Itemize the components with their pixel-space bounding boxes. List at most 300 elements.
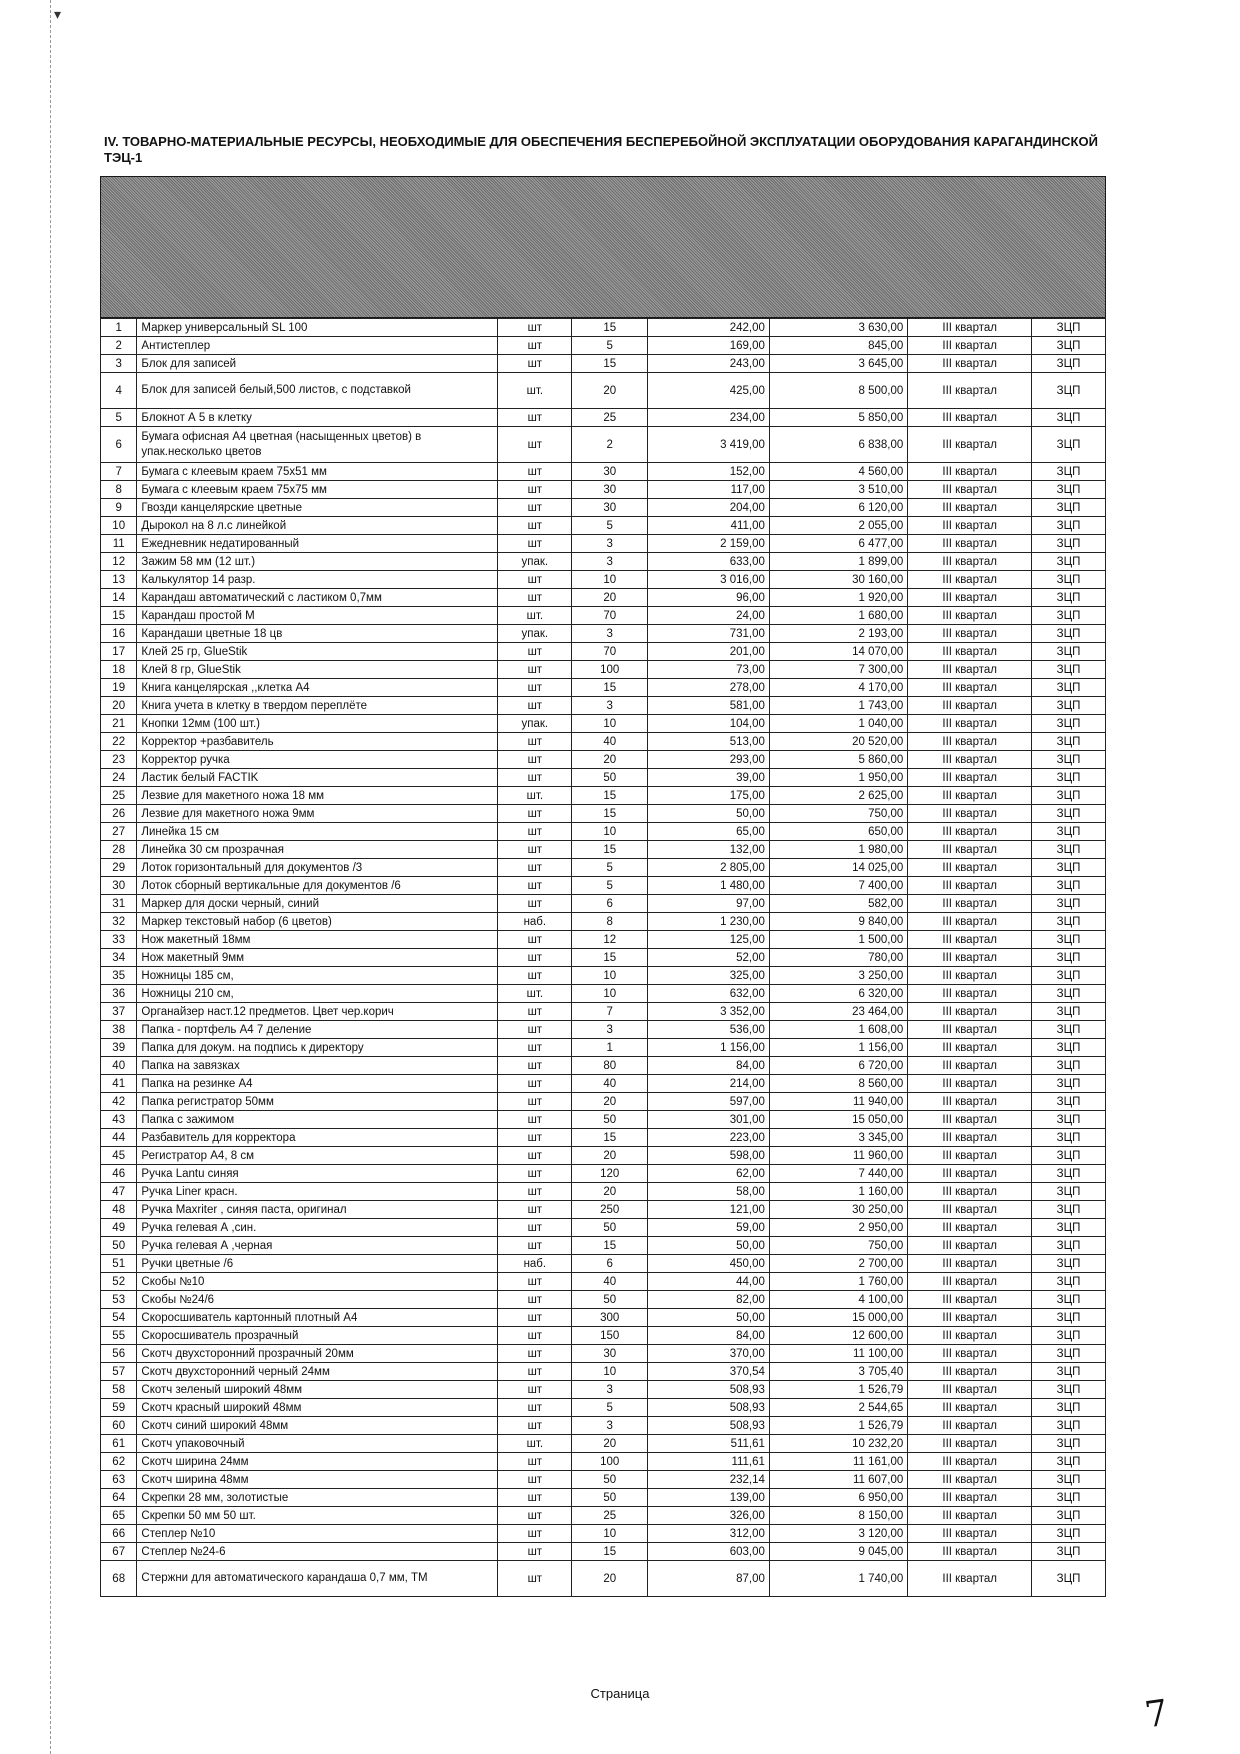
row-number-cell: 31 [101,895,137,913]
unit-cell: шт [498,679,572,697]
quantity-cell: 5 [572,517,648,535]
period-cell: III квартал [908,1363,1032,1381]
row-number-cell: 18 [101,661,137,679]
total-sum-cell: 650,00 [769,823,907,841]
total-sum-cell: 8 500,00 [769,373,907,409]
row-number-cell: 41 [101,1075,137,1093]
unit-cell: шт [498,337,572,355]
table-row [101,1381,1106,1399]
table-row [101,931,1106,949]
unit-price-cell: 1 230,00 [648,913,770,931]
table-row [101,535,1106,553]
row-number-cell: 25 [101,787,137,805]
code-cell: ЗЦП [1032,1003,1106,1021]
quantity-cell: 6 [572,895,648,913]
row-number-cell: 38 [101,1021,137,1039]
total-sum-cell: 1 526,79 [769,1417,907,1435]
unit-price-cell: 50,00 [648,1309,770,1327]
total-sum-cell: 11 607,00 [769,1471,907,1489]
period-cell: III квартал [908,589,1032,607]
item-name-cell: Скоросшиватель картонный плотный А4 [137,1309,498,1327]
unit-price-cell: 301,00 [648,1111,770,1129]
row-number-cell: 17 [101,643,137,661]
unit-cell: шт [498,481,572,499]
total-sum-cell: 1 743,00 [769,697,907,715]
total-sum-cell: 11 100,00 [769,1345,907,1363]
unit-cell: шт [498,1057,572,1075]
period-cell: III квартал [908,985,1032,1003]
unit-price-cell: 58,00 [648,1183,770,1201]
table-row [101,1129,1106,1147]
unit-cell: упак. [498,553,572,571]
code-cell: ЗЦП [1032,1021,1106,1039]
unit-cell: шт [498,535,572,553]
total-sum-cell: 750,00 [769,805,907,823]
unit-price-cell: 96,00 [648,589,770,607]
row-number-cell: 53 [101,1291,137,1309]
resources-table-container [100,176,1106,1597]
unit-cell: шт [498,1003,572,1021]
unit-cell: наб. [498,1255,572,1273]
period-cell: III квартал [908,1237,1032,1255]
period-cell: III квартал [908,1327,1032,1345]
period-cell: III квартал [908,1543,1032,1561]
unit-price-cell: 39,00 [648,769,770,787]
unit-cell: шт [498,1525,572,1543]
period-cell: III квартал [908,499,1032,517]
unit-cell: шт [498,1363,572,1381]
unit-cell: шт [498,1381,572,1399]
row-number-cell: 15 [101,607,137,625]
table-row [101,1237,1106,1255]
code-cell: ЗЦП [1032,1075,1106,1093]
quantity-cell: 20 [572,1147,648,1165]
item-name-cell: Ручка гелевая А ,син. [137,1219,498,1237]
unit-price-cell: 370,00 [648,1345,770,1363]
item-name-cell: Антистеплер [137,337,498,355]
row-number-cell: 5 [101,409,137,427]
quantity-cell: 12 [572,931,648,949]
code-cell: ЗЦП [1032,751,1106,769]
table-row [101,463,1106,481]
item-name-cell: Ежедневник недатированный [137,535,498,553]
quantity-cell: 10 [572,985,648,1003]
item-name-cell: Скотч двухсторонний прозрачный 20мм [137,1345,498,1363]
unit-cell: шт [498,1093,572,1111]
period-cell: III квартал [908,1309,1032,1327]
period-cell: III квартал [908,1111,1032,1129]
quantity-cell: 5 [572,859,648,877]
quantity-cell: 15 [572,355,648,373]
quantity-cell: 250 [572,1201,648,1219]
unit-cell: шт [498,733,572,751]
period-cell: III квартал [908,1561,1032,1597]
quantity-cell: 20 [572,1093,648,1111]
item-name-cell: Зажим 58 мм (12 шт.) [137,553,498,571]
item-name-cell: Блокнот А 5 в клетку [137,409,498,427]
item-name-cell: Ручка Lantu синяя [137,1165,498,1183]
total-sum-cell: 30 160,00 [769,571,907,589]
unit-cell: шт [498,1273,572,1291]
table-row [101,715,1106,733]
row-number-cell: 14 [101,589,137,607]
total-sum-cell: 2 625,00 [769,787,907,805]
row-number-cell: 54 [101,1309,137,1327]
total-sum-cell: 5 860,00 [769,751,907,769]
period-cell: III квартал [908,805,1032,823]
code-cell: ЗЦП [1032,1219,1106,1237]
unit-price-cell: 87,00 [648,1561,770,1597]
row-number-cell: 29 [101,859,137,877]
code-cell: ЗЦП [1032,841,1106,859]
item-name-cell: Скрепки 28 мм, золотистые [137,1489,498,1507]
unit-cell: шт [498,769,572,787]
code-cell: ЗЦП [1032,1525,1106,1543]
row-number-cell: 67 [101,1543,137,1561]
total-sum-cell: 1 899,00 [769,553,907,571]
unit-cell: шт [498,427,572,463]
total-sum-cell: 20 520,00 [769,733,907,751]
code-cell: ЗЦП [1032,481,1106,499]
table-row [101,319,1106,337]
total-sum-cell: 3 705,40 [769,1363,907,1381]
total-sum-cell: 6 950,00 [769,1489,907,1507]
quantity-cell: 15 [572,949,648,967]
code-cell: ЗЦП [1032,1273,1106,1291]
unit-cell: шт. [498,1435,572,1453]
unit-price-cell: 242,00 [648,319,770,337]
table-row [101,985,1106,1003]
quantity-cell: 15 [572,679,648,697]
total-sum-cell: 780,00 [769,949,907,967]
unit-price-cell: 325,00 [648,967,770,985]
code-cell: ЗЦП [1032,625,1106,643]
total-sum-cell: 7 400,00 [769,877,907,895]
period-cell: III квартал [908,1003,1032,1021]
item-name-cell: Клей 8 гр, GlueStik [137,661,498,679]
item-name-cell: Лезвие для макетного ножа 9мм [137,805,498,823]
unit-price-cell: 293,00 [648,751,770,769]
table-row [101,1021,1106,1039]
item-name-cell: Ручка Liner красн. [137,1183,498,1201]
period-cell: III квартал [908,517,1032,535]
quantity-cell: 20 [572,373,648,409]
unit-price-cell: 152,00 [648,463,770,481]
total-sum-cell: 1 950,00 [769,769,907,787]
unit-price-cell: 2 805,00 [648,859,770,877]
table-row [101,571,1106,589]
unit-cell: шт [498,751,572,769]
unit-price-cell: 2 159,00 [648,535,770,553]
row-number-cell: 40 [101,1057,137,1075]
table-row [101,373,1106,409]
table-row [101,1327,1106,1345]
unit-price-cell: 117,00 [648,481,770,499]
code-cell: ЗЦП [1032,1129,1106,1147]
code-cell: ЗЦП [1032,1561,1106,1597]
table-row [101,1075,1106,1093]
unit-cell: шт [498,1561,572,1597]
period-cell: III квартал [908,643,1032,661]
item-name-cell: Клей 25 гр, GlueStik [137,643,498,661]
code-cell: ЗЦП [1032,643,1106,661]
period-cell: III квартал [908,535,1032,553]
unit-cell: шт [498,1453,572,1471]
quantity-cell: 50 [572,1219,648,1237]
row-number-cell: 13 [101,571,137,589]
total-sum-cell: 6 720,00 [769,1057,907,1075]
resources-table [100,318,1106,1597]
table-row [101,1003,1106,1021]
unit-cell: шт [498,697,572,715]
unit-cell: шт [498,1327,572,1345]
unit-cell: шт [498,931,572,949]
unit-price-cell: 132,00 [648,841,770,859]
table-row [101,427,1106,463]
quantity-cell: 30 [572,463,648,481]
unit-price-cell: 1 480,00 [648,877,770,895]
unit-price-cell: 121,00 [648,1201,770,1219]
table-row [101,1165,1106,1183]
total-sum-cell: 845,00 [769,337,907,355]
quantity-cell: 25 [572,409,648,427]
period-cell: III квартал [908,859,1032,877]
total-sum-cell: 14 025,00 [769,859,907,877]
quantity-cell: 1 [572,1039,648,1057]
unit-price-cell: 50,00 [648,805,770,823]
row-number-cell: 61 [101,1435,137,1453]
period-cell: III квартал [908,751,1032,769]
unit-price-cell: 312,00 [648,1525,770,1543]
item-name-cell: Бумага с клеевым краем 75х75 мм [137,481,498,499]
period-cell: III квартал [908,1183,1032,1201]
period-cell: III квартал [908,337,1032,355]
row-number-cell: 36 [101,985,137,1003]
unit-cell: шт [498,1417,572,1435]
period-cell: III квартал [908,787,1032,805]
row-number-cell: 20 [101,697,137,715]
page-footer: Страница [590,1686,650,1701]
table-row [101,1111,1106,1129]
item-name-cell: Книга учета в клетку в твердом переплёте [137,697,498,715]
unit-price-cell: 370,54 [648,1363,770,1381]
period-cell: III квартал [908,1525,1032,1543]
code-cell: ЗЦП [1032,985,1106,1003]
row-number-cell: 39 [101,1039,137,1057]
table-row [101,1525,1106,1543]
item-name-cell: Папка с зажимом [137,1111,498,1129]
quantity-cell: 25 [572,1507,648,1525]
code-cell: ЗЦП [1032,607,1106,625]
unit-price-cell: 111,61 [648,1453,770,1471]
period-cell: III квартал [908,319,1032,337]
unit-price-cell: 59,00 [648,1219,770,1237]
quantity-cell: 15 [572,1237,648,1255]
code-cell: ЗЦП [1032,1093,1106,1111]
table-row [101,1219,1106,1237]
code-cell: ЗЦП [1032,1417,1106,1435]
total-sum-cell: 15 000,00 [769,1309,907,1327]
item-name-cell: Скобы №24/6 [137,1291,498,1309]
code-cell: ЗЦП [1032,949,1106,967]
table-row [101,967,1106,985]
row-number-cell: 30 [101,877,137,895]
unit-cell: шт [498,1129,572,1147]
table-row [101,787,1106,805]
total-sum-cell: 9 045,00 [769,1543,907,1561]
row-number-cell: 23 [101,751,137,769]
item-name-cell: Стержни для автоматического карандаша 0,7 мм, ТМ [137,1561,498,1597]
item-name-cell: Органайзер наст.12 предметов. Цвет чер.корич [137,1003,498,1021]
code-cell: ЗЦП [1032,1147,1106,1165]
row-number-cell: 42 [101,1093,137,1111]
unit-cell: шт [498,1237,572,1255]
unit-price-cell: 508,93 [648,1381,770,1399]
unit-cell: шт [498,949,572,967]
item-name-cell: Кнопки 12мм (100 шт.) [137,715,498,733]
table-row [101,1201,1106,1219]
row-number-cell: 8 [101,481,137,499]
total-sum-cell: 5 850,00 [769,409,907,427]
total-sum-cell: 3 630,00 [769,319,907,337]
period-cell: III квартал [908,481,1032,499]
unit-price-cell: 513,00 [648,733,770,751]
table-row [101,1399,1106,1417]
code-cell: ЗЦП [1032,679,1106,697]
period-cell: III квартал [908,967,1032,985]
quantity-cell: 10 [572,967,648,985]
table-row [101,1255,1106,1273]
unit-price-cell: 425,00 [648,373,770,409]
unit-cell: шт [498,1489,572,1507]
unit-cell: шт [498,355,572,373]
quantity-cell: 5 [572,1399,648,1417]
item-name-cell: Маркер текстовый набор (6 цветов) [137,913,498,931]
total-sum-cell: 3 510,00 [769,481,907,499]
table-row [101,1471,1106,1489]
unit-price-cell: 731,00 [648,625,770,643]
item-name-cell: Папка на резинке А4 [137,1075,498,1093]
code-cell: ЗЦП [1032,1327,1106,1345]
period-cell: III квартал [908,1057,1032,1075]
item-name-cell: Папка регистратор 50мм [137,1093,498,1111]
row-number-cell: 16 [101,625,137,643]
period-cell: III квартал [908,1417,1032,1435]
unit-cell: шт [498,1201,572,1219]
item-name-cell: Ручки цветные /6 [137,1255,498,1273]
unit-price-cell: 450,00 [648,1255,770,1273]
table-row [101,1093,1106,1111]
unit-price-cell: 214,00 [648,1075,770,1093]
total-sum-cell: 7 440,00 [769,1165,907,1183]
unit-price-cell: 65,00 [648,823,770,841]
item-name-cell: Скотч синий широкий 48мм [137,1417,498,1435]
unit-price-cell: 175,00 [648,787,770,805]
total-sum-cell: 30 250,00 [769,1201,907,1219]
quantity-cell: 50 [572,769,648,787]
table-row [101,1309,1106,1327]
table-row [101,769,1106,787]
table-row [101,409,1106,427]
item-name-cell: Линейка 15 см [137,823,498,841]
table-row [101,697,1106,715]
unit-cell: упак. [498,715,572,733]
code-cell: ЗЦП [1032,1309,1106,1327]
table-row [101,841,1106,859]
unit-cell: шт [498,1291,572,1309]
unit-price-cell: 44,00 [648,1273,770,1291]
item-name-cell: Ручка Maxriter , синяя паста, оригинал [137,1201,498,1219]
code-cell: ЗЦП [1032,409,1106,427]
total-sum-cell: 2 950,00 [769,1219,907,1237]
code-cell: ЗЦП [1032,319,1106,337]
quantity-cell: 3 [572,1381,648,1399]
unit-cell: шт [498,877,572,895]
quantity-cell: 5 [572,337,648,355]
code-cell: ЗЦП [1032,967,1106,985]
unit-price-cell: 223,00 [648,1129,770,1147]
item-name-cell: Маркер универсальный SL 100 [137,319,498,337]
table-row [101,751,1106,769]
period-cell: III квартал [908,625,1032,643]
period-cell: III квартал [908,373,1032,409]
unit-cell: шт. [498,607,572,625]
row-number-cell: 4 [101,373,137,409]
code-cell: ЗЦП [1032,589,1106,607]
unit-price-cell: 62,00 [648,1165,770,1183]
total-sum-cell: 11 161,00 [769,1453,907,1471]
period-cell: III квартал [908,1147,1032,1165]
period-cell: III квартал [908,931,1032,949]
unit-cell: упак. [498,625,572,643]
total-sum-cell: 2 193,00 [769,625,907,643]
quantity-cell: 80 [572,1057,648,1075]
item-name-cell: Степлер №24-6 [137,1543,498,1561]
unit-cell: наб. [498,913,572,931]
code-cell: ЗЦП [1032,1363,1106,1381]
period-cell: III квартал [908,1453,1032,1471]
period-cell: III квартал [908,1507,1032,1525]
table-row [101,1561,1106,1597]
code-cell: ЗЦП [1032,571,1106,589]
code-cell: ЗЦП [1032,1237,1106,1255]
total-sum-cell: 1 760,00 [769,1273,907,1291]
item-name-cell: Блок для записей [137,355,498,373]
quantity-cell: 10 [572,1363,648,1381]
unit-price-cell: 508,93 [648,1417,770,1435]
period-cell: III квартал [908,733,1032,751]
total-sum-cell: 10 232,20 [769,1435,907,1453]
table-row [101,733,1106,751]
unit-price-cell: 201,00 [648,643,770,661]
table-row [101,805,1106,823]
unit-price-cell: 597,00 [648,1093,770,1111]
item-name-cell: Лоток горизонтальный для документов /3 [137,859,498,877]
unit-cell: шт. [498,985,572,1003]
code-cell: ЗЦП [1032,1345,1106,1363]
quantity-cell: 15 [572,805,648,823]
table-row [101,625,1106,643]
period-cell: III квартал [908,1219,1032,1237]
item-name-cell: Нож макетный 18мм [137,931,498,949]
item-name-cell: Бумага офисная А4 цветная (насыщенных цветов) в упак.несколько цветов [137,427,498,463]
unit-cell: шт [498,1021,572,1039]
quantity-cell: 10 [572,1525,648,1543]
code-cell: ЗЦП [1032,373,1106,409]
code-cell: ЗЦП [1032,895,1106,913]
unit-cell: шт [498,967,572,985]
period-cell: III квартал [908,1039,1032,1057]
